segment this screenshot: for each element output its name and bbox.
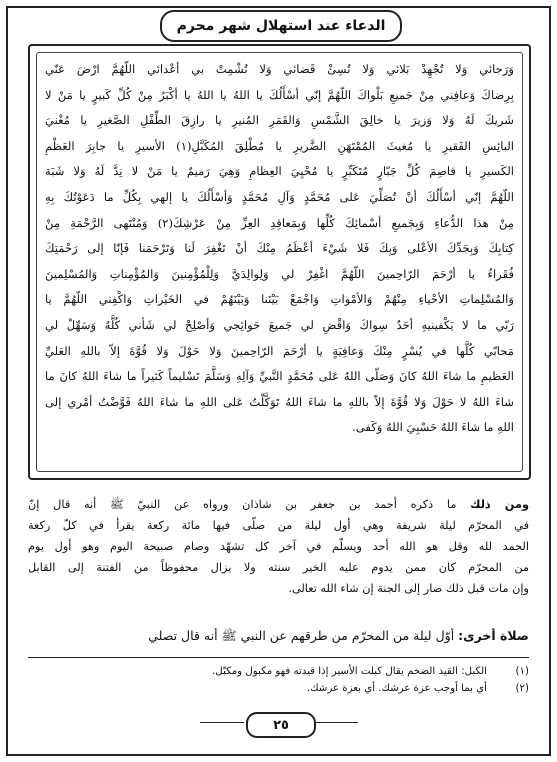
page-header <box>160 10 402 42</box>
supplication-line: شَريكَ لَهُ وَلا وَزيرَ يا خالِقَ الشَّمْسِ وَالقَمَرِ المُنيرِ يا رازِقَ الطِّفْلِ الصَّغيرِ يا مُغْنيَ <box>45 113 514 128</box>
footnote <box>28 663 529 680</box>
footnote-number: (١) <box>515 666 529 677</box>
salat-text: أوّل ليلة من المحرّم من طرقهم عن النبي ﷺ أنه قال تصلي <box>148 628 455 643</box>
supplication-text <box>36 52 523 472</box>
supplication-box <box>28 44 531 480</box>
supplication-line: بِرِضاكَ وَعافِني مِنْ جَميعِ بَلْواكَ اللّهُمَّ إنّي أسْأَلُكَ يا اللهُ يا اللهُ يا أكْبَرُ مِنْ كُلِّ كَبيرٍ يا مَنْ لا <box>45 87 514 102</box>
narration-line: في المحرّم ليلة شريفة وهي أول ليلة من صلّى فيها مائة ركعة يقرأ في كلّ ركعة <box>28 519 529 532</box>
narration-line: من المحرّم كان ممن يدوم عليه الخير سنته ولا يزال محفوظاً من الفتنة إلى القابل <box>28 561 529 574</box>
narration-line: الحمد لله وقل هو الله أحد ويسلّم في آخر كل تشهّد وصام صبيحة اليوم وهو أول يوم <box>28 540 529 553</box>
supplication-line: اللّهُمَّ إنّي أسْأَلُكَ أنْ تُصَلِّيَ عَلى مُحَمَّدٍ وَآلِ مُحَمَّدٍ وَأسْأَلُكَ يا إلهي بِكُلِّ ما دَعَوْتُكَ بِهِ <box>45 189 514 204</box>
supplication-line: الكَسيرِ يا قاصِمَ كُلِّ جَبّارٍ مُتَكَبِّرٍ يا مُحْيِيَ العِظامِ وَهِيَ رَميمٌ يا مَنْ لا نِدَّ لَهُ وَلا شَبَهَ <box>45 164 514 179</box>
page-header-title: الدعاء عند استهلال شهر محرم <box>176 18 386 34</box>
supplication-line: البائِسِ الفَقيرِ يا مُغيثَ المُمْتَهَنِ الضَّريرِ يا مُطْلِقَ المُكَبَّلِ(١) الأسيرِ يا جابِرَ العَظْمِ <box>45 138 514 153</box>
supplication-line: مَحابّي كُلَّها في يُسْرٍ مِنْكَ وَعافِيَةٍ يا أرْحَمَ الرّاحِمينَ وَلا حَوْلَ وَلا قُوَّةَ إلاّ باللهِ العَليِّ <box>45 343 514 358</box>
page-number-text: ٢٥ <box>273 717 289 733</box>
supplication-line: كِتابِكَ وَبِجَدِّكَ الأعْلى وَبِكَ فَلا شَيْءَ أعْظَمُ مِنْكَ أنْ تَغْفِرَ لَنا وَتَرْحَمَنا فَإنّا إلى رَحْمَتِكَ <box>45 241 514 256</box>
page-number <box>246 712 316 738</box>
footnote-divider <box>28 657 529 658</box>
supplication-line: وَرَجائي وَلا تُجْهِدْ بَلائي وَلا تُسِئْ قَضائي وَلا تُشْمِتْ بي أعْدائي اللّهُمَّ ارْضَ عَنّي <box>45 62 514 76</box>
supplication-line: مِنْ هذا الدُّعاءِ وَبِجَميعِ أسْمائِكَ كُلِّها وَبِمَعاقِدِ العِزِّ مِنْ عَرْشِكَ(٢) وَمُنْتَهى الرَّحْمَةِ مِنْ <box>45 215 514 230</box>
supplication-line: فُقَراءُ يا أرْحَمَ الرّاحِمينَ اللّهُمَّ اغْفِرْ لي وَلِوالِدَيَّ وَلِلْمُؤْمِنينَ وَالمُؤْمِناتِ وَالمُسْلِمينَ <box>45 266 514 281</box>
narration-line: وإن مات قبل ذلك صار إلى الجنة إن شاء الله تعالى. <box>288 582 529 595</box>
supplication-line: وَالمُسْلِماتِ الأحْياءِ مِنْهُمْ وَالأمْواتِ وَاجْمَعْ بَيْنَنا وَبَيْنَهُمْ في الخَيْراتِ وَاكْفِني اللّهُمَّ يا <box>45 292 514 307</box>
narration-lead: ومن ذلك <box>470 498 529 511</box>
narration-line: ما ذكره أحمد بن جعفر بن شاذان ورواه عن النبيّ ﷺ أنه قال إنّ <box>28 498 457 511</box>
salat-heading-line <box>28 628 529 647</box>
footnotes <box>28 663 529 697</box>
supplication-line: رَبّي ما لا يَكْفينيهِ أحَدٌ سِواكَ وَاقْضِ لي جَميعَ حَوائِجي وَأصْلِحْ لي شَأني كُلَّهُ وَسَهِّلْ لي <box>45 317 514 332</box>
supplication-line: العَظيمِ ما شاءَ اللهُ كانَ وَصَلّى اللهُ عَلى مُحَمَّدٍ النَّبيِّ وَآلِهِ وَسَلَّمَ تَسْليماً كَثيراً ما شاءَ اللهُ كانَ ما <box>45 369 514 384</box>
supplication-line: اللهِ ما شاءَ اللهُ حَسْبِيَ اللهُ وَكَفى. <box>352 420 514 435</box>
footnote-text: الكبل: القيد الضخم يقال كبلت الأسير إذا قيدته فهو مكبول ومكبّل. <box>212 666 487 677</box>
salat-title: صلاة أُخرى: <box>458 628 529 643</box>
narration-paragraph <box>28 494 529 599</box>
footnote <box>28 680 529 697</box>
page-number-ornament-left <box>200 722 244 723</box>
supplication-line: شاءَ اللهُ لا حَوْلَ وَلا قُوَّةَ إلاّ باللهِ ما شاءَ اللهُ تَوَكَّلْتُ عَلى اللهِ ما شاءَ اللهُ فَوَّضْتُ أمْري إلى <box>45 394 514 409</box>
footnote-number: (٢) <box>515 683 529 694</box>
footnote-text: أي بما أوجب عزة عرشك. أي بعزة عرشك. <box>306 683 487 694</box>
page-number-ornament-right <box>314 722 358 723</box>
